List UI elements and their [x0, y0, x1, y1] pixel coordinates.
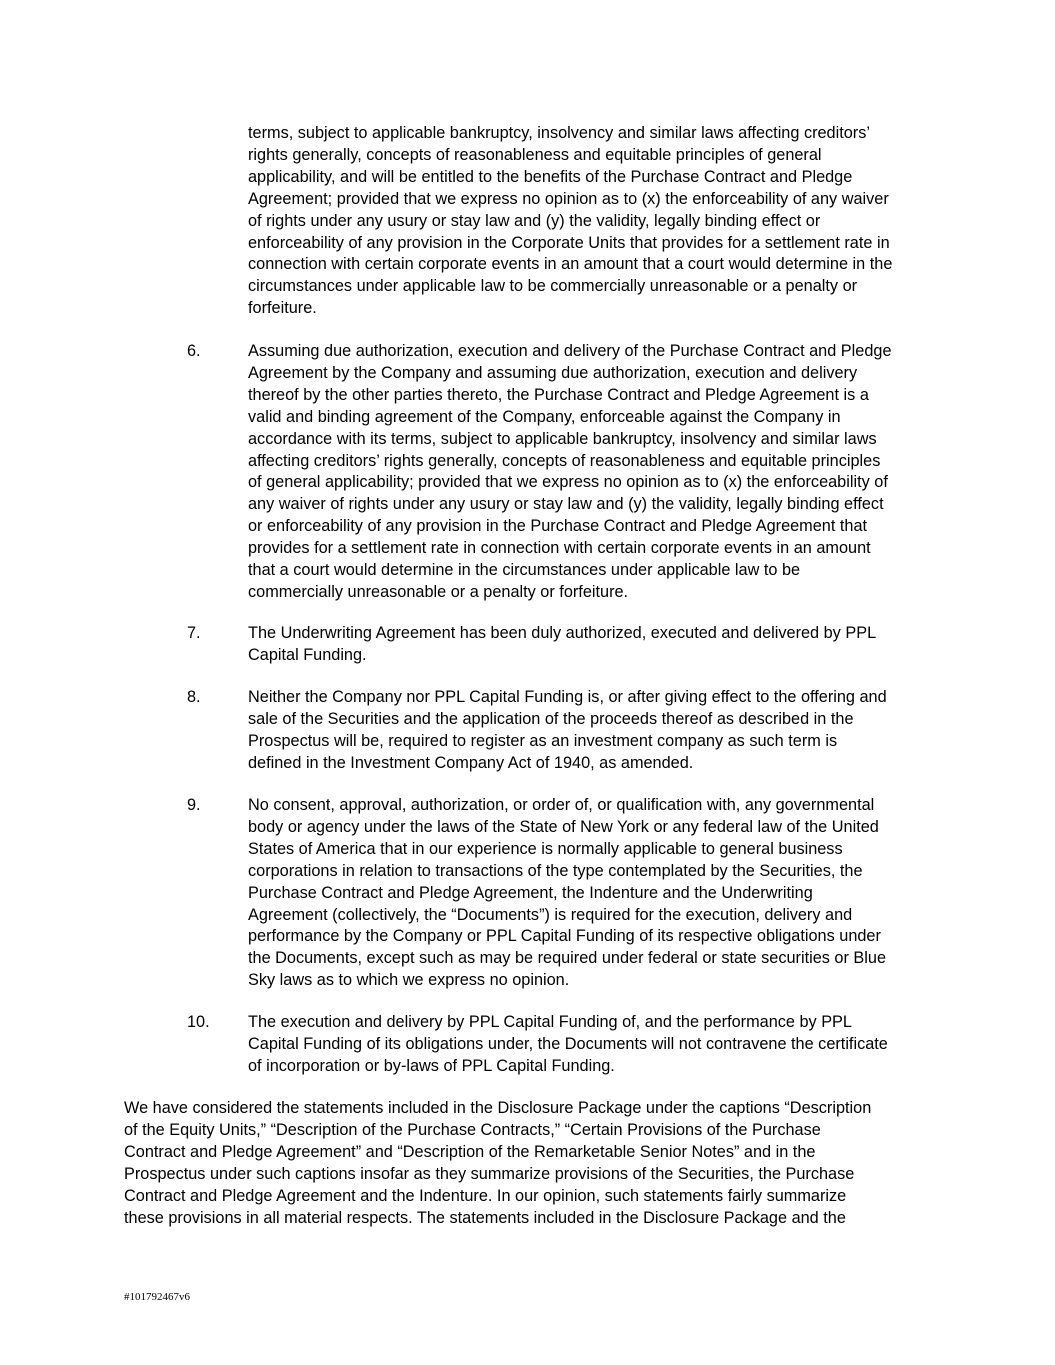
- text-line: valid and binding agreement of the Company, enforceable against the Company in: [248, 407, 841, 426]
- item-7-text: [248, 623, 876, 667]
- item-9-number: 9.: [187, 796, 201, 814]
- text-line: sale of the Securities and the application of the proceeds thereof as described in the: [248, 709, 854, 728]
- text-line: States of America that in our experience is normally applicable to general business: [248, 839, 843, 858]
- continuation-paragraph: [248, 123, 892, 320]
- document-id-footer: #101792467v6: [124, 1291, 190, 1303]
- text-line: Purchase Contract and Pledge Agreement, the Indenture and the Underwriting: [248, 883, 813, 902]
- text-line: Prospectus will be, required to register as an investment company as such term is: [248, 731, 838, 750]
- text-line: Contract and Pledge Agreement” and “Description of the Remarketable Senior Notes” and in the: [124, 1142, 816, 1161]
- text-line: defined in the Investment Company Act of 1940, as amended.: [248, 753, 694, 772]
- text-line: Agreement by the Company and assuming due authorization, execution and delivery: [248, 363, 858, 382]
- text-line: or enforceability of any provision in the Purchase Contract and Pledge Agreement that: [248, 517, 868, 536]
- text-line: Agreement (collectively, the “Documents”) is required for the execution, delivery and: [248, 905, 853, 924]
- text-line: terms, subject to applicable bankruptcy, insolvency and similar laws affecting creditors’: [248, 124, 870, 142]
- item-8-number: 8.: [187, 688, 201, 706]
- text-line: that a court would determine in the circumstances under applicable law to be: [248, 561, 801, 580]
- text-line: forfeiture.: [248, 299, 317, 318]
- text-line: Assuming due authorization, execution and delivery of the Purchase Contract and Pledge: [248, 342, 892, 360]
- text-line: Sky laws as to which we express no opinion.: [248, 971, 570, 990]
- text-line: affecting creditors’ rights generally, concepts of reasonableness and equitable principles: [248, 451, 881, 470]
- text-line: Contract and Pledge Agreement and the Indenture. In our opinion, such statements fairly summarize: [124, 1186, 847, 1205]
- text-line: Capital Funding.: [248, 645, 367, 664]
- text-line: performance by the Company or PPL Capital Funding of its respective obligations under: [248, 927, 881, 946]
- text-line: rights generally, concepts of reasonableness and equitable principles of general: [248, 145, 822, 164]
- text-line: Neither the Company nor PPL Capital Funding is, or after giving effect to the offering and: [248, 688, 887, 706]
- text-line: of rights under any usury or stay law and (y) the validity, legally binding effect or: [248, 211, 821, 230]
- item-9-text: [248, 795, 886, 992]
- text-line: these provisions in all material respects. The statements included in the Disclosure Package and the: [124, 1208, 846, 1227]
- item-7-number: 7.: [187, 624, 201, 642]
- closing-paragraph: [124, 1098, 871, 1229]
- text-line: We have considered the statements included in the Disclosure Package under the captions “Description: [124, 1099, 872, 1117]
- text-line: The execution and delivery by PPL Capital Funding of, and the performance by PPL: [248, 1013, 852, 1031]
- item-6-number: 6.: [187, 342, 201, 360]
- text-line: applicability, and will be entitled to the benefits of the Purchase Contract and Pledge: [248, 167, 853, 186]
- text-line: Capital Funding of its obligations under, the Documents will not contravene the certificate: [248, 1034, 888, 1053]
- item-10-number: 10.: [187, 1013, 210, 1031]
- text-line: thereof by the other parties thereto, the Purchase Contract and Pledge Agreement is a: [248, 385, 869, 404]
- text-line: of incorporation or by-laws of PPL Capital Funding.: [248, 1056, 615, 1075]
- text-line: Prospectus under such captions insofar as they summarize provisions of the Securities, the Purchase: [124, 1164, 855, 1183]
- text-line: any waiver of rights under any usury or stay law and (y) the validity, legally binding effect: [248, 495, 884, 514]
- text-line: of the Equity Units,” “Description of the Purchase Contracts,” “Certain Provisions of the Purchase: [124, 1120, 821, 1139]
- item-8-text: [248, 687, 887, 775]
- item-10-text: [248, 1012, 888, 1078]
- text-line: accordance with its terms, subject to applicable bankruptcy, insolvency and similar laws: [248, 429, 877, 448]
- item-6-text: [248, 341, 892, 604]
- text-line: Agreement; provided that we express no opinion as to (x) the enforceability of any waiver: [248, 189, 889, 208]
- text-line: body or agency under the laws of the State of New York or any federal law of the United: [248, 817, 879, 836]
- text-line: commercially unreasonable or a penalty or forfeiture.: [248, 582, 629, 601]
- text-line: enforceability of any provision in the Corporate Units that provides for a settlement rate in: [248, 233, 890, 252]
- text-line: The Underwriting Agreement has been duly authorized, executed and delivered by PPL: [248, 624, 877, 642]
- text-line: of general applicability; provided that we express no opinion as to (x) the enforceability of: [248, 473, 888, 492]
- text-line: circumstances under applicable law to be commercially unreasonable or a penalty or: [248, 277, 858, 296]
- text-line: corporations in relation to transactions of the type contemplated by the Securities, the: [248, 861, 863, 880]
- text-line: provides for a settlement rate in connection with certain corporate events in an amount: [248, 539, 871, 558]
- text-line: connection with certain corporate events in an amount that a court would determine in the: [248, 255, 893, 274]
- text-line: No consent, approval, authorization, or order of, or qualification with, any governmental: [248, 796, 875, 814]
- text-line: the Documents, except such as may be required under federal or state securities or Blue: [248, 949, 887, 968]
